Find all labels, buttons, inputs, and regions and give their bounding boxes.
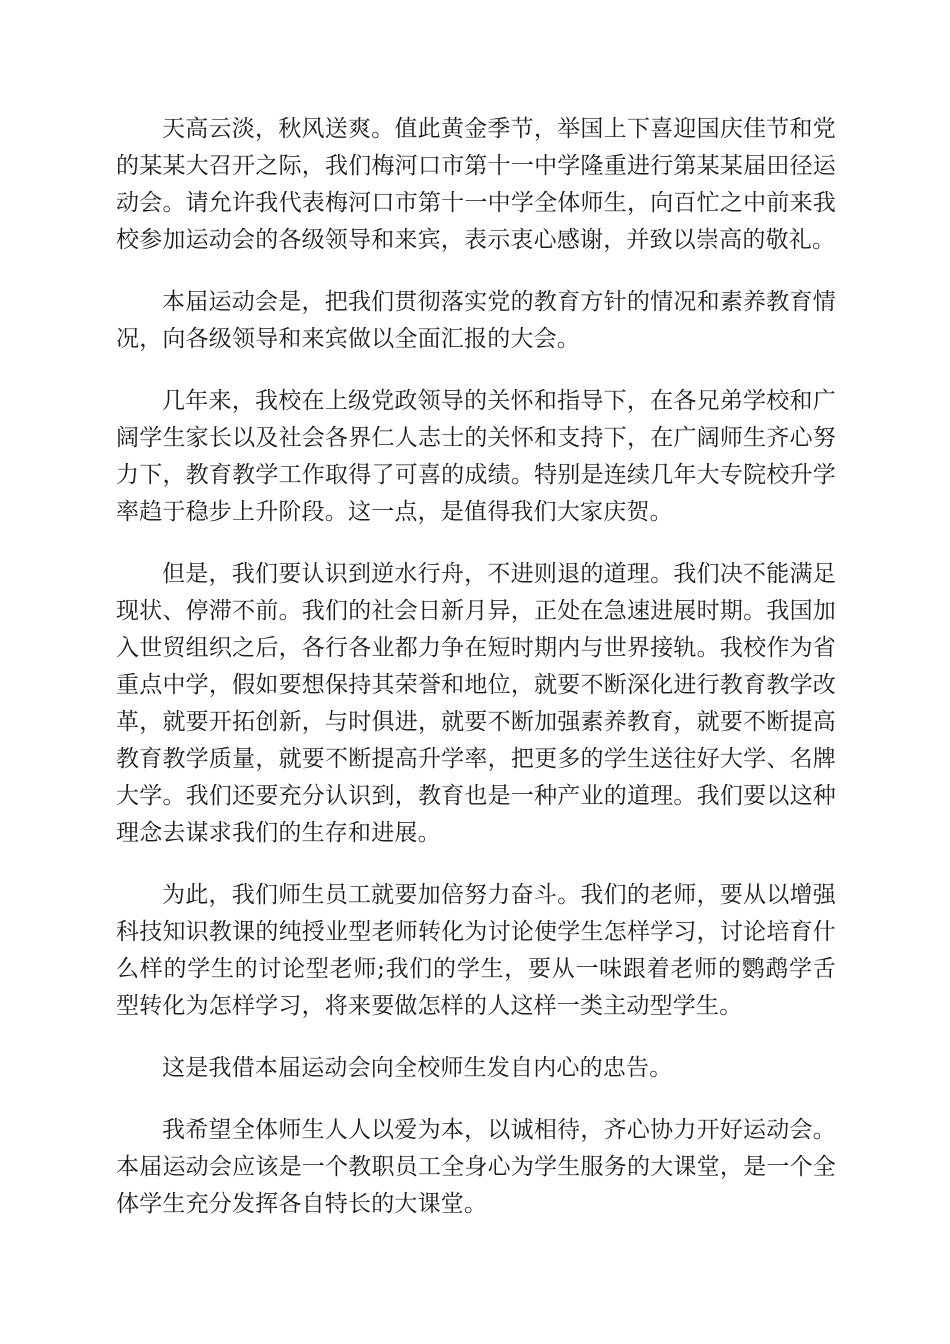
paragraph-advice: 这是我借本届运动会向全校师生发自内心的忠告。 (162, 1055, 673, 1081)
paragraph-hopes: 我希望全体师生人人以爱为本，以诚相待，齐心协力开好运动会。本届运动会应该是一个教职员工全身心为学生服务的大课堂，是一个全体学生充分发挥各自特长的大课堂。 (116, 1117, 836, 1217)
paragraph-achievements: 几年来，我校在上级党政领导的关怀和指导下，在各兄弟学校和广阔学生家长以及社会各界仁人志士的关怀和支持下，在广阔师生齐心努力下，教育教学工作取得了可喜的成绩。特别是连续几年大专院校升学率趋于稳步上升阶段。这一点，是值得我们大家庆贺。 (116, 388, 836, 525)
paragraph-efforts: 为此，我们师生员工就要加倍努力奋斗。我们的老师，要从以增强科技知识教课的纯授业型老师转化为讨论使学生怎样学习，讨论培育什么样的学生的讨论型老师;我们的学生，要从一味跟着老师的鹦鹉学舌型转化为怎样学习，将来要做怎样的人这样一类主动型学生。 (116, 882, 836, 1019)
paragraph-purpose: 本届运动会是，把我们贯彻落实党的教育方针的情况和素养教育情况，向各级领导和来宾做以全面汇报的大会。 (116, 289, 836, 352)
document-body (116, 111, 836, 1248)
paragraph-challenges: 但是，我们要认识到逆水行舟，不进则退的道理。我们决不能满足现状、停滞不前。我们的社会日新月异，正处在急速进展时期。我国加入世贸组织之后，各行各业都力争在短时期内与世界接轨。我校作为省重点中学，假如要想保持其荣誉和地位，就要不断深化进行教育教学改革，就要开拓创新，与时俱进，就要不断加强素养教育，就要不断提高教育教学质量，就要不断提高升学率，把更多的学生送往好大学、名牌大学。我们还要充分认识到，教育也是一种产业的道理。我们要以这种理念去谋求我们的生存和进展。 (116, 561, 836, 846)
paragraph-opening: 天高云淡，秋风送爽。值此黄金季节，举国上下喜迎国庆佳节和党的某某大召开之际，我们梅河口市第十一中学隆重进行第某某届田径运动会。请允许我代表梅河口市第十一中学全体师生，向百忙之中前来我校参加运动会的各级领导和来宾，表示衷心感谢，并致以崇高的敬礼。 (116, 116, 836, 253)
